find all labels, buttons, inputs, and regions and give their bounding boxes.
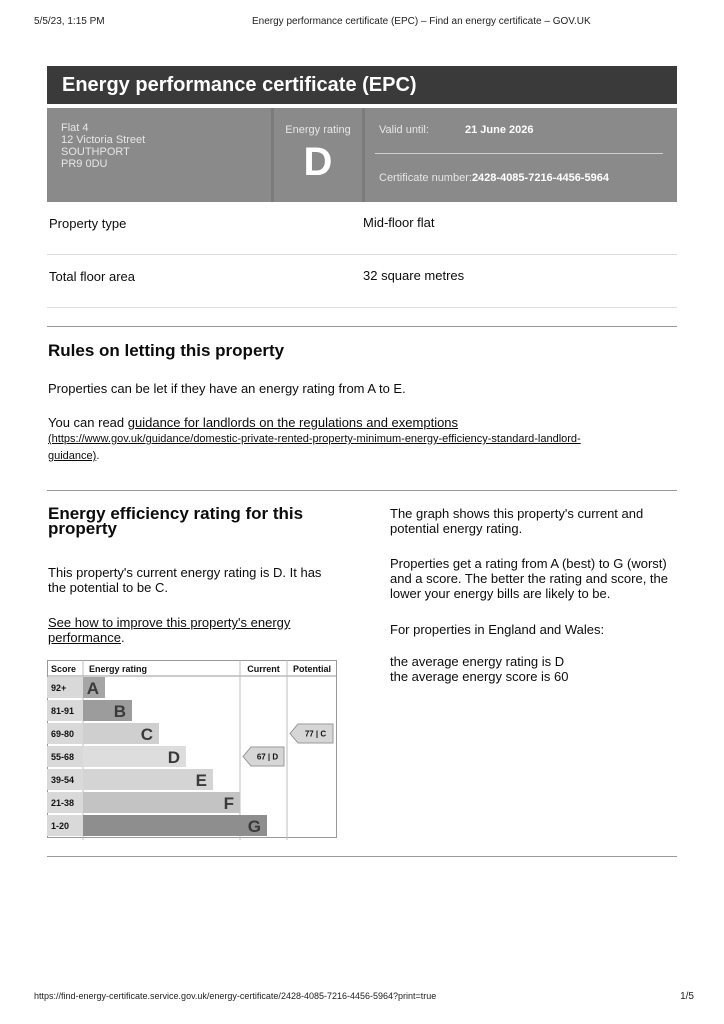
energy-rating-letter: D — [303, 140, 333, 184]
section-divider — [47, 326, 677, 327]
summary-key: Total floor area — [49, 269, 135, 284]
letting-section — [48, 343, 284, 358]
certificate-number-value: 2428-4085-7216-4456-5964 — [471, 172, 609, 184]
address-line: 12 Victoria Street — [61, 134, 146, 146]
address-line: PR9 0DU — [61, 158, 108, 170]
improve-performance-link[interactable] — [48, 615, 290, 645]
band-letter: A — [86, 679, 99, 698]
epc-summary — [47, 108, 677, 202]
energy-rating-chart-svg — [47, 660, 337, 840]
band-letter: F — [223, 794, 234, 813]
landlord-guidance-link[interactable]: guidance for landlords on the regulations and exemptions — [127, 415, 459, 430]
graph-explanation — [390, 506, 690, 536]
efficiency-heading-wrap — [48, 506, 348, 536]
chart-header-current: Current — [247, 664, 280, 674]
band-score-label: 21-38 — [51, 798, 75, 808]
efficiency-heading — [48, 506, 348, 536]
property-summary-list — [47, 202, 677, 308]
current-rating-marker-label: 67 | D — [256, 752, 279, 762]
paragraph-line: This property's current energy rating is D. It has — [48, 565, 322, 580]
landlord-guidance-url[interactable] — [48, 433, 581, 462]
band-bar-f — [83, 792, 240, 813]
guidance-prefix: You can read — [48, 415, 128, 430]
energy-rating-box — [274, 108, 362, 202]
region-note: For properties in England and Wales: — [390, 622, 605, 637]
band-letter: E — [195, 771, 207, 790]
energy-rating-chart — [47, 660, 337, 840]
band-score-label: 55-68 — [51, 752, 75, 762]
average-rating-note — [390, 654, 690, 684]
certificate-banner: Energy performance certificate (EPC) — [47, 66, 677, 104]
chart-header-potential: Potential — [292, 664, 332, 674]
heading-line: Energy efficiency rating for this — [48, 504, 304, 523]
summary-value: Mid-floor flat — [363, 215, 435, 230]
letting-paragraph: Properties can be let if they have an energy rating from A to E. — [48, 381, 406, 396]
paragraph-line: the average energy rating is D — [390, 654, 565, 669]
efficiency-paragraph — [48, 565, 348, 595]
paragraph-line: lower your energy bills are likely to be. — [390, 586, 611, 601]
link-line: See how to improve this property's energy — [48, 615, 291, 630]
band-bar-g — [83, 815, 267, 836]
certificate-number-label: Certificate number: — [379, 172, 472, 184]
paragraph-line: the potential to be C. — [48, 580, 168, 595]
address-line: Flat 4 — [61, 122, 89, 134]
paragraph-line: Properties get a rating from A (best) to G (worst) — [390, 556, 667, 571]
band-score-label: 1-20 — [51, 821, 70, 831]
heading-line: property — [48, 519, 117, 538]
paragraph-line: potential energy rating. — [390, 521, 523, 536]
print-page-title: Energy performance certificate (EPC) – Find an energy certificate – GOV.UK — [252, 16, 591, 27]
certificate-number — [379, 172, 609, 184]
paragraph-line: the average energy score is 60 — [390, 669, 569, 684]
summary-key: Property type — [49, 216, 127, 231]
band-score-label: 81-91 — [51, 706, 75, 716]
link-line: performance — [48, 630, 121, 645]
guidance-url-line: (https://www.gov.uk/guidance/domestic-private-rented-property-minimum-energy-efficiency-standard-landlord- — [48, 433, 581, 445]
print-footer — [34, 991, 694, 1001]
section-divider — [47, 856, 677, 857]
summary-row-property-type — [47, 202, 677, 255]
summary-row-floor-area — [47, 255, 677, 308]
band-score-label: 69-80 — [51, 729, 75, 739]
address-line: SOUTHPORT — [61, 146, 130, 158]
print-url: https://find-energy-certificate.service.gov.uk/energy-certificate/2428-4085-7216-4456-5964?print=true — [34, 991, 437, 1001]
print-date: 5/5/23, 1:15 PM — [34, 16, 105, 27]
guidance-suffix: . — [96, 450, 100, 462]
validity-divider — [375, 153, 663, 154]
valid-until-label: Valid until: — [379, 124, 429, 136]
section-divider — [47, 490, 677, 491]
summary-value: 32 square metres — [363, 268, 465, 283]
improve-link-wrap — [48, 615, 348, 645]
valid-until-date: 21 June 2026 — [465, 124, 534, 136]
band-letter: G — [247, 817, 261, 836]
guidance-url-line: guidance) — [48, 450, 97, 462]
paragraph-line: The graph shows this property's current and — [390, 506, 644, 521]
band-letter: D — [167, 748, 180, 767]
energy-rating-label: Energy rating — [285, 124, 351, 136]
band-score-label: 39-54 — [51, 775, 75, 785]
property-address — [47, 108, 271, 202]
letting-guidance-paragraph — [48, 415, 678, 464]
rating-explanation — [390, 556, 690, 601]
band-letter: B — [113, 702, 126, 721]
page-number: 1/5 — [680, 991, 694, 1002]
band-bar-e — [83, 769, 213, 790]
paragraph-line: and a score. The better the rating and score, the — [390, 571, 668, 586]
band-letter: C — [140, 725, 153, 744]
link-suffix: . — [120, 630, 125, 645]
validity-box — [365, 108, 677, 202]
band-score-label: 92+ — [51, 683, 67, 693]
chart-header-score: Score — [51, 664, 77, 674]
potential-rating-marker-label: 77 | C — [304, 729, 327, 739]
chart-header-rating: Energy rating — [89, 664, 148, 674]
letting-heading: Rules on letting this property — [48, 341, 285, 360]
